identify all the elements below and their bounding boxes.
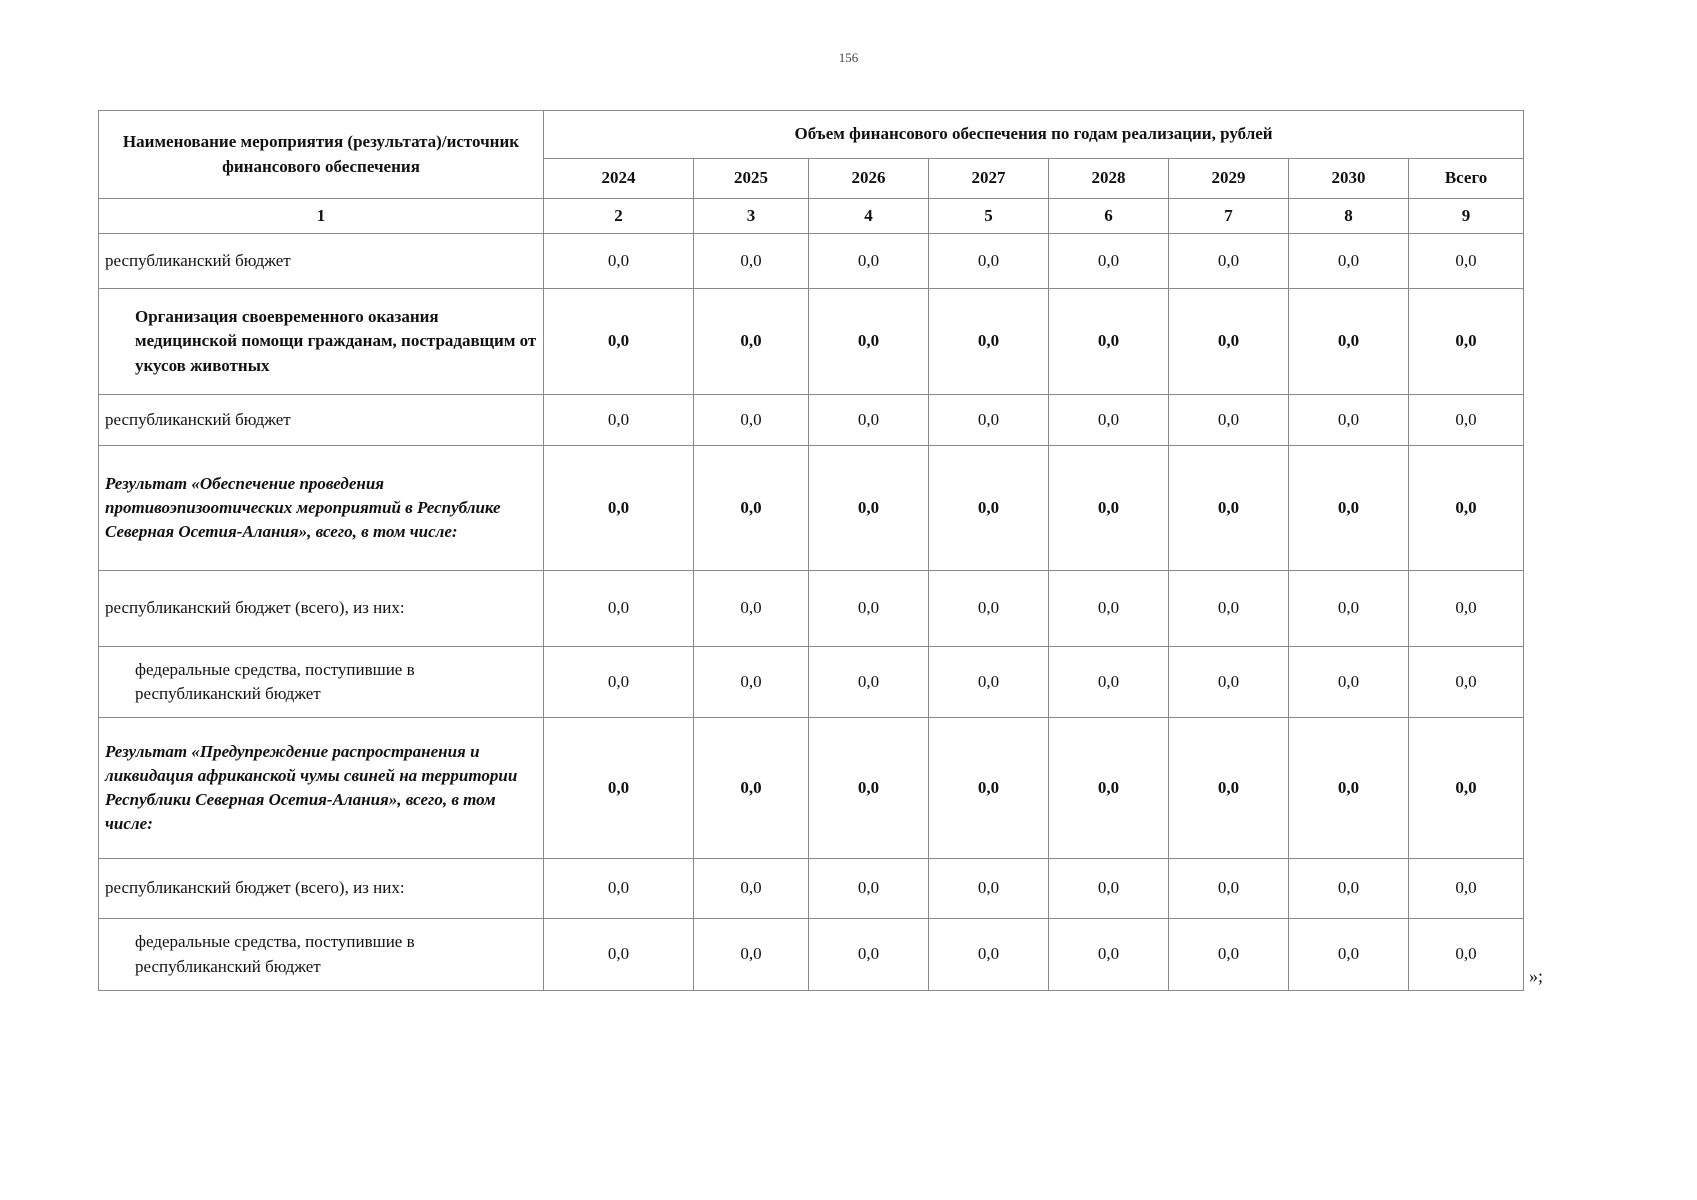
value-2030: 0,0: [1289, 289, 1409, 395]
value-2024: 0,0: [544, 718, 694, 859]
col-number-9: 9: [1409, 199, 1524, 234]
value-2024: 0,0: [544, 289, 694, 395]
value-2027: 0,0: [929, 234, 1049, 289]
value-2026: 0,0: [809, 234, 929, 289]
value-2029: 0,0: [1169, 571, 1289, 647]
value-total: 0,0: [1409, 919, 1524, 991]
value-2029: 0,0: [1169, 647, 1289, 718]
table-row: [99, 919, 1524, 991]
value-2030: 0,0: [1289, 234, 1409, 289]
value-2027: 0,0: [929, 859, 1049, 919]
value-2028: 0,0: [1049, 571, 1169, 647]
table-row: [99, 234, 1524, 289]
value-2024: 0,0: [544, 859, 694, 919]
col-number-3: 3: [694, 199, 809, 234]
value-2027: 0,0: [929, 289, 1049, 395]
value-total: 0,0: [1409, 234, 1524, 289]
value-2026: 0,0: [809, 395, 929, 446]
table-row: [99, 718, 1524, 859]
value-2024: 0,0: [544, 395, 694, 446]
closing-quote-mark: »;: [1529, 966, 1544, 986]
value-2024: 0,0: [544, 647, 694, 718]
row-name: республиканский бюджет: [99, 234, 544, 289]
col-number-7: 7: [1169, 199, 1289, 234]
value-2027: 0,0: [929, 718, 1049, 859]
value-2030: 0,0: [1289, 647, 1409, 718]
table-row: [99, 859, 1524, 919]
value-2026: 0,0: [809, 289, 929, 395]
header-year-2029: 2029: [1169, 159, 1289, 199]
value-2026: 0,0: [809, 859, 929, 919]
value-total: 0,0: [1409, 647, 1524, 718]
page-number: 156: [838, 50, 859, 65]
header-year-2026: 2026: [809, 159, 929, 199]
header-year-2025: 2025: [694, 159, 809, 199]
value-2027: 0,0: [929, 919, 1049, 991]
value-2026: 0,0: [809, 919, 929, 991]
row-name: Результат «Обеспечение проведения противоэпизоотических мероприятий в Республике Северная Осетия-Алания», всего, в том числе:: [99, 446, 544, 571]
value-2030: 0,0: [1289, 571, 1409, 647]
value-2029: 0,0: [1169, 446, 1289, 571]
value-2029: 0,0: [1169, 395, 1289, 446]
value-2027: 0,0: [929, 571, 1049, 647]
value-2030: 0,0: [1289, 446, 1409, 571]
row-name: республиканский бюджет: [99, 395, 544, 446]
row-name: федеральные средства, поступившие в республиканский бюджет: [99, 647, 544, 718]
col-number-1: 1: [99, 199, 544, 234]
value-2025: 0,0: [694, 718, 809, 859]
value-2025: 0,0: [694, 395, 809, 446]
value-2026: 0,0: [809, 647, 929, 718]
value-2025: 0,0: [694, 446, 809, 571]
header-total: Всего: [1409, 159, 1524, 199]
row-name: Организация своевременного оказания медицинской помощи гражданам, пострадавщим от укусов животных: [99, 289, 544, 395]
value-2025: 0,0: [694, 571, 809, 647]
col-number-2: 2: [544, 199, 694, 234]
value-total: 0,0: [1409, 395, 1524, 446]
value-2028: 0,0: [1049, 919, 1169, 991]
value-2029: 0,0: [1169, 859, 1289, 919]
value-total: 0,0: [1409, 289, 1524, 395]
financing-table: [98, 110, 1524, 991]
value-2025: 0,0: [694, 289, 809, 395]
table-row: [99, 571, 1524, 647]
value-2028: 0,0: [1049, 718, 1169, 859]
value-total: 0,0: [1409, 859, 1524, 919]
header-year-2024: 2024: [544, 159, 694, 199]
value-2030: 0,0: [1289, 859, 1409, 919]
value-2025: 0,0: [694, 234, 809, 289]
row-name: республиканский бюджет (всего), из них:: [99, 571, 544, 647]
row-name: Результат «Предупреждение распространения и ликвидация африканской чумы свиней на территории Республики Северная Осетия-Алания», всего, в том числе:: [99, 718, 544, 859]
value-2026: 0,0: [809, 446, 929, 571]
value-2030: 0,0: [1289, 395, 1409, 446]
value-2029: 0,0: [1169, 289, 1289, 395]
header-volume-group: Объем финансового обеспечения по годам реализации, рублей: [544, 111, 1524, 159]
value-total: 0,0: [1409, 446, 1524, 571]
header-year-2027: 2027: [929, 159, 1049, 199]
header-year-2030: 2030: [1289, 159, 1409, 199]
value-2026: 0,0: [809, 571, 929, 647]
value-2029: 0,0: [1169, 718, 1289, 859]
row-name: федеральные средства, поступившие в республиканский бюджет: [99, 919, 544, 991]
value-2027: 0,0: [929, 395, 1049, 446]
table-row: [99, 395, 1524, 446]
table-row: [99, 446, 1524, 571]
value-total: 0,0: [1409, 718, 1524, 859]
value-total: 0,0: [1409, 571, 1524, 647]
col-number-4: 4: [809, 199, 929, 234]
value-2028: 0,0: [1049, 647, 1169, 718]
value-2025: 0,0: [694, 647, 809, 718]
value-2028: 0,0: [1049, 859, 1169, 919]
value-2026: 0,0: [809, 718, 929, 859]
value-2028: 0,0: [1049, 446, 1169, 571]
header-year-2028: 2028: [1049, 159, 1169, 199]
table-row: [99, 289, 1524, 395]
value-2029: 0,0: [1169, 234, 1289, 289]
value-2030: 0,0: [1289, 718, 1409, 859]
value-2027: 0,0: [929, 446, 1049, 571]
value-2029: 0,0: [1169, 919, 1289, 991]
col-number-6: 6: [1049, 199, 1169, 234]
value-2028: 0,0: [1049, 395, 1169, 446]
value-2030: 0,0: [1289, 919, 1409, 991]
value-2027: 0,0: [929, 647, 1049, 718]
col-number-5: 5: [929, 199, 1049, 234]
row-name: республиканский бюджет (всего), из них:: [99, 859, 544, 919]
value-2024: 0,0: [544, 446, 694, 571]
value-2024: 0,0: [544, 571, 694, 647]
col-number-8: 8: [1289, 199, 1409, 234]
header-name-column: Наименование мероприятия (результата)/источник финансового обеспечения: [99, 111, 544, 199]
value-2025: 0,0: [694, 859, 809, 919]
table-row: [99, 647, 1524, 718]
value-2024: 0,0: [544, 919, 694, 991]
value-2028: 0,0: [1049, 289, 1169, 395]
value-2025: 0,0: [694, 919, 809, 991]
value-2028: 0,0: [1049, 234, 1169, 289]
value-2024: 0,0: [544, 234, 694, 289]
